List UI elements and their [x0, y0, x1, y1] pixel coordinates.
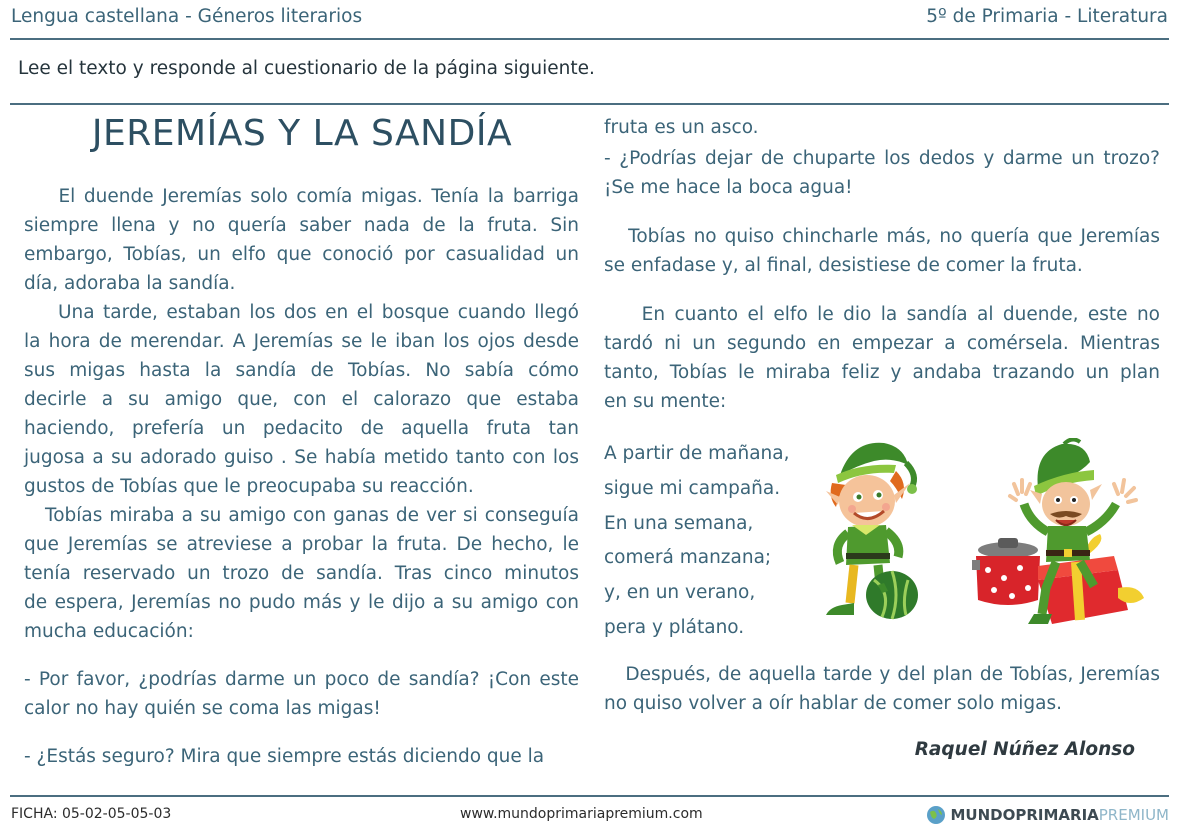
text-line: se enfadase y, al final, desistiese de comer la fruta. [604, 255, 1083, 276]
worksheet-code: FICHA: 05-02-05-05-03 [11, 806, 172, 822]
text-line: haciendo, prefería un pedacito de aquella fruta tan [24, 418, 579, 439]
story-right-column [604, 113, 1160, 416]
paragraph-2 [24, 298, 579, 501]
footer-divider [10, 795, 1169, 797]
text-line: Una tarde, estaban los dos en el bosque cuando llegó [24, 302, 579, 323]
text-line: que Jeremías se atreviese a probar la fruta. De hecho, le [24, 534, 579, 555]
dialogue-3 [604, 144, 1160, 202]
poem [604, 437, 789, 646]
text-line: sus migas hasta la sandía de Tobías. No sabía cómo [24, 360, 579, 381]
text-line: mucha educación: [24, 621, 194, 642]
closing-paragraph [604, 660, 1160, 718]
text-line: - ¿Estás seguro? Mira que siempre estás diciendo que la [24, 746, 545, 767]
level-header: 5º de Primaria - Literatura [926, 6, 1168, 27]
author-name: Raquel Núñez Alonso [914, 739, 1135, 760]
brand-logo [926, 805, 1169, 825]
elf-sitting-on-gift-with-pot-illustration [968, 438, 1156, 628]
story-left-column [24, 182, 579, 771]
text-line: tardó ni un segundo en empezar a comérsela. Mientras [604, 333, 1160, 354]
globe-icon [926, 805, 946, 825]
poem-line: A partir de mañana, [604, 443, 790, 464]
brand-word-mundo: MUNDO [950, 806, 1016, 824]
brand-word-premium: PREMIUM [1098, 806, 1169, 824]
text-line: tenía reservado un trozo de sandía. Tras cinco minutos [24, 563, 579, 584]
poem-line: y, en un verano, [604, 582, 756, 604]
paragraph-5 [604, 300, 1160, 416]
text-line: calor no hay quién se coma las migas! [24, 698, 381, 719]
text-line: Tobías no quiso chincharle más, no quería que Jeremías [604, 226, 1160, 247]
text-line: tanto, Tobías le miraba feliz y andaba trazando un plan [604, 362, 1160, 383]
text-line: no quiso volver a oír hablar de comer solo migas. [604, 693, 1062, 714]
story-title: JEREMÍAS Y LA SANDÍA [91, 113, 513, 154]
dialogue-1 [24, 665, 579, 723]
brand-word-primaria: PRIMARIA [1015, 806, 1099, 824]
instruction-text: Lee el texto y responde al cuestionario de la página siguiente. [18, 58, 595, 79]
instruction-divider [10, 103, 1169, 105]
dialogue-2-end [604, 113, 1160, 142]
paragraph-4 [604, 222, 1160, 280]
text-line: en su mente: [604, 391, 727, 412]
text-line: de espera, Jeremías no pudo más y le dijo a su amigo con [24, 592, 579, 613]
dialogue-2 [24, 742, 579, 771]
text-line: ¡Se me hace la boca agua! [604, 177, 853, 198]
poem-line: sigue mi campaña. [604, 477, 781, 499]
text-line: la hora de merendar. A Jeremías se le iban los ojos desde [24, 331, 579, 352]
text-line: gustos de Tobías que le preocupaba su reacción. [24, 476, 474, 497]
text-line: Después, de aquella tarde y del plan de Tobías, Jeremías [604, 664, 1160, 685]
text-line: Tobías miraba a su amigo con ganas de ver si conseguía [24, 505, 579, 526]
text-line: - Por favor, ¿podrías darme un poco de sandía? ¡Con este [24, 669, 579, 690]
subject-header: Lengua castellana - Géneros literarios [11, 6, 363, 27]
header-divider [10, 38, 1169, 40]
text-line: fruta es un asco. [604, 117, 759, 138]
elf-with-watermelon-illustration [822, 435, 927, 625]
text-line: decirle a su amigo que, con el calorazo que estaba [24, 389, 579, 410]
poem-line: comerá manzana; [604, 547, 772, 569]
website-url: www.mundoprimariapremium.com [460, 806, 703, 822]
text-line: jugosa a su adorado guiso . Se había metido tanto con los [24, 447, 579, 468]
text-line: siempre llena y no quería saber nada de la fruta. Sin [24, 215, 579, 236]
text-line: - ¿Podrías dejar de chuparte los dedos y darme un trozo? [604, 148, 1160, 169]
text-line: En cuanto el elfo le dio la sandía al duende, este no [604, 304, 1160, 325]
poem-line: pera y plátano. [604, 616, 745, 638]
text-line: embargo, Tobías, un elfo que conoció por casualidad un [24, 244, 579, 265]
paragraph-1 [24, 182, 579, 298]
poem-line: En una semana, [604, 512, 754, 534]
paragraph-3 [24, 501, 579, 646]
text-line: día, adoraba la sandía. [24, 273, 236, 294]
text-line: El duende Jeremías solo comía migas. Tenía la barriga [24, 186, 579, 207]
